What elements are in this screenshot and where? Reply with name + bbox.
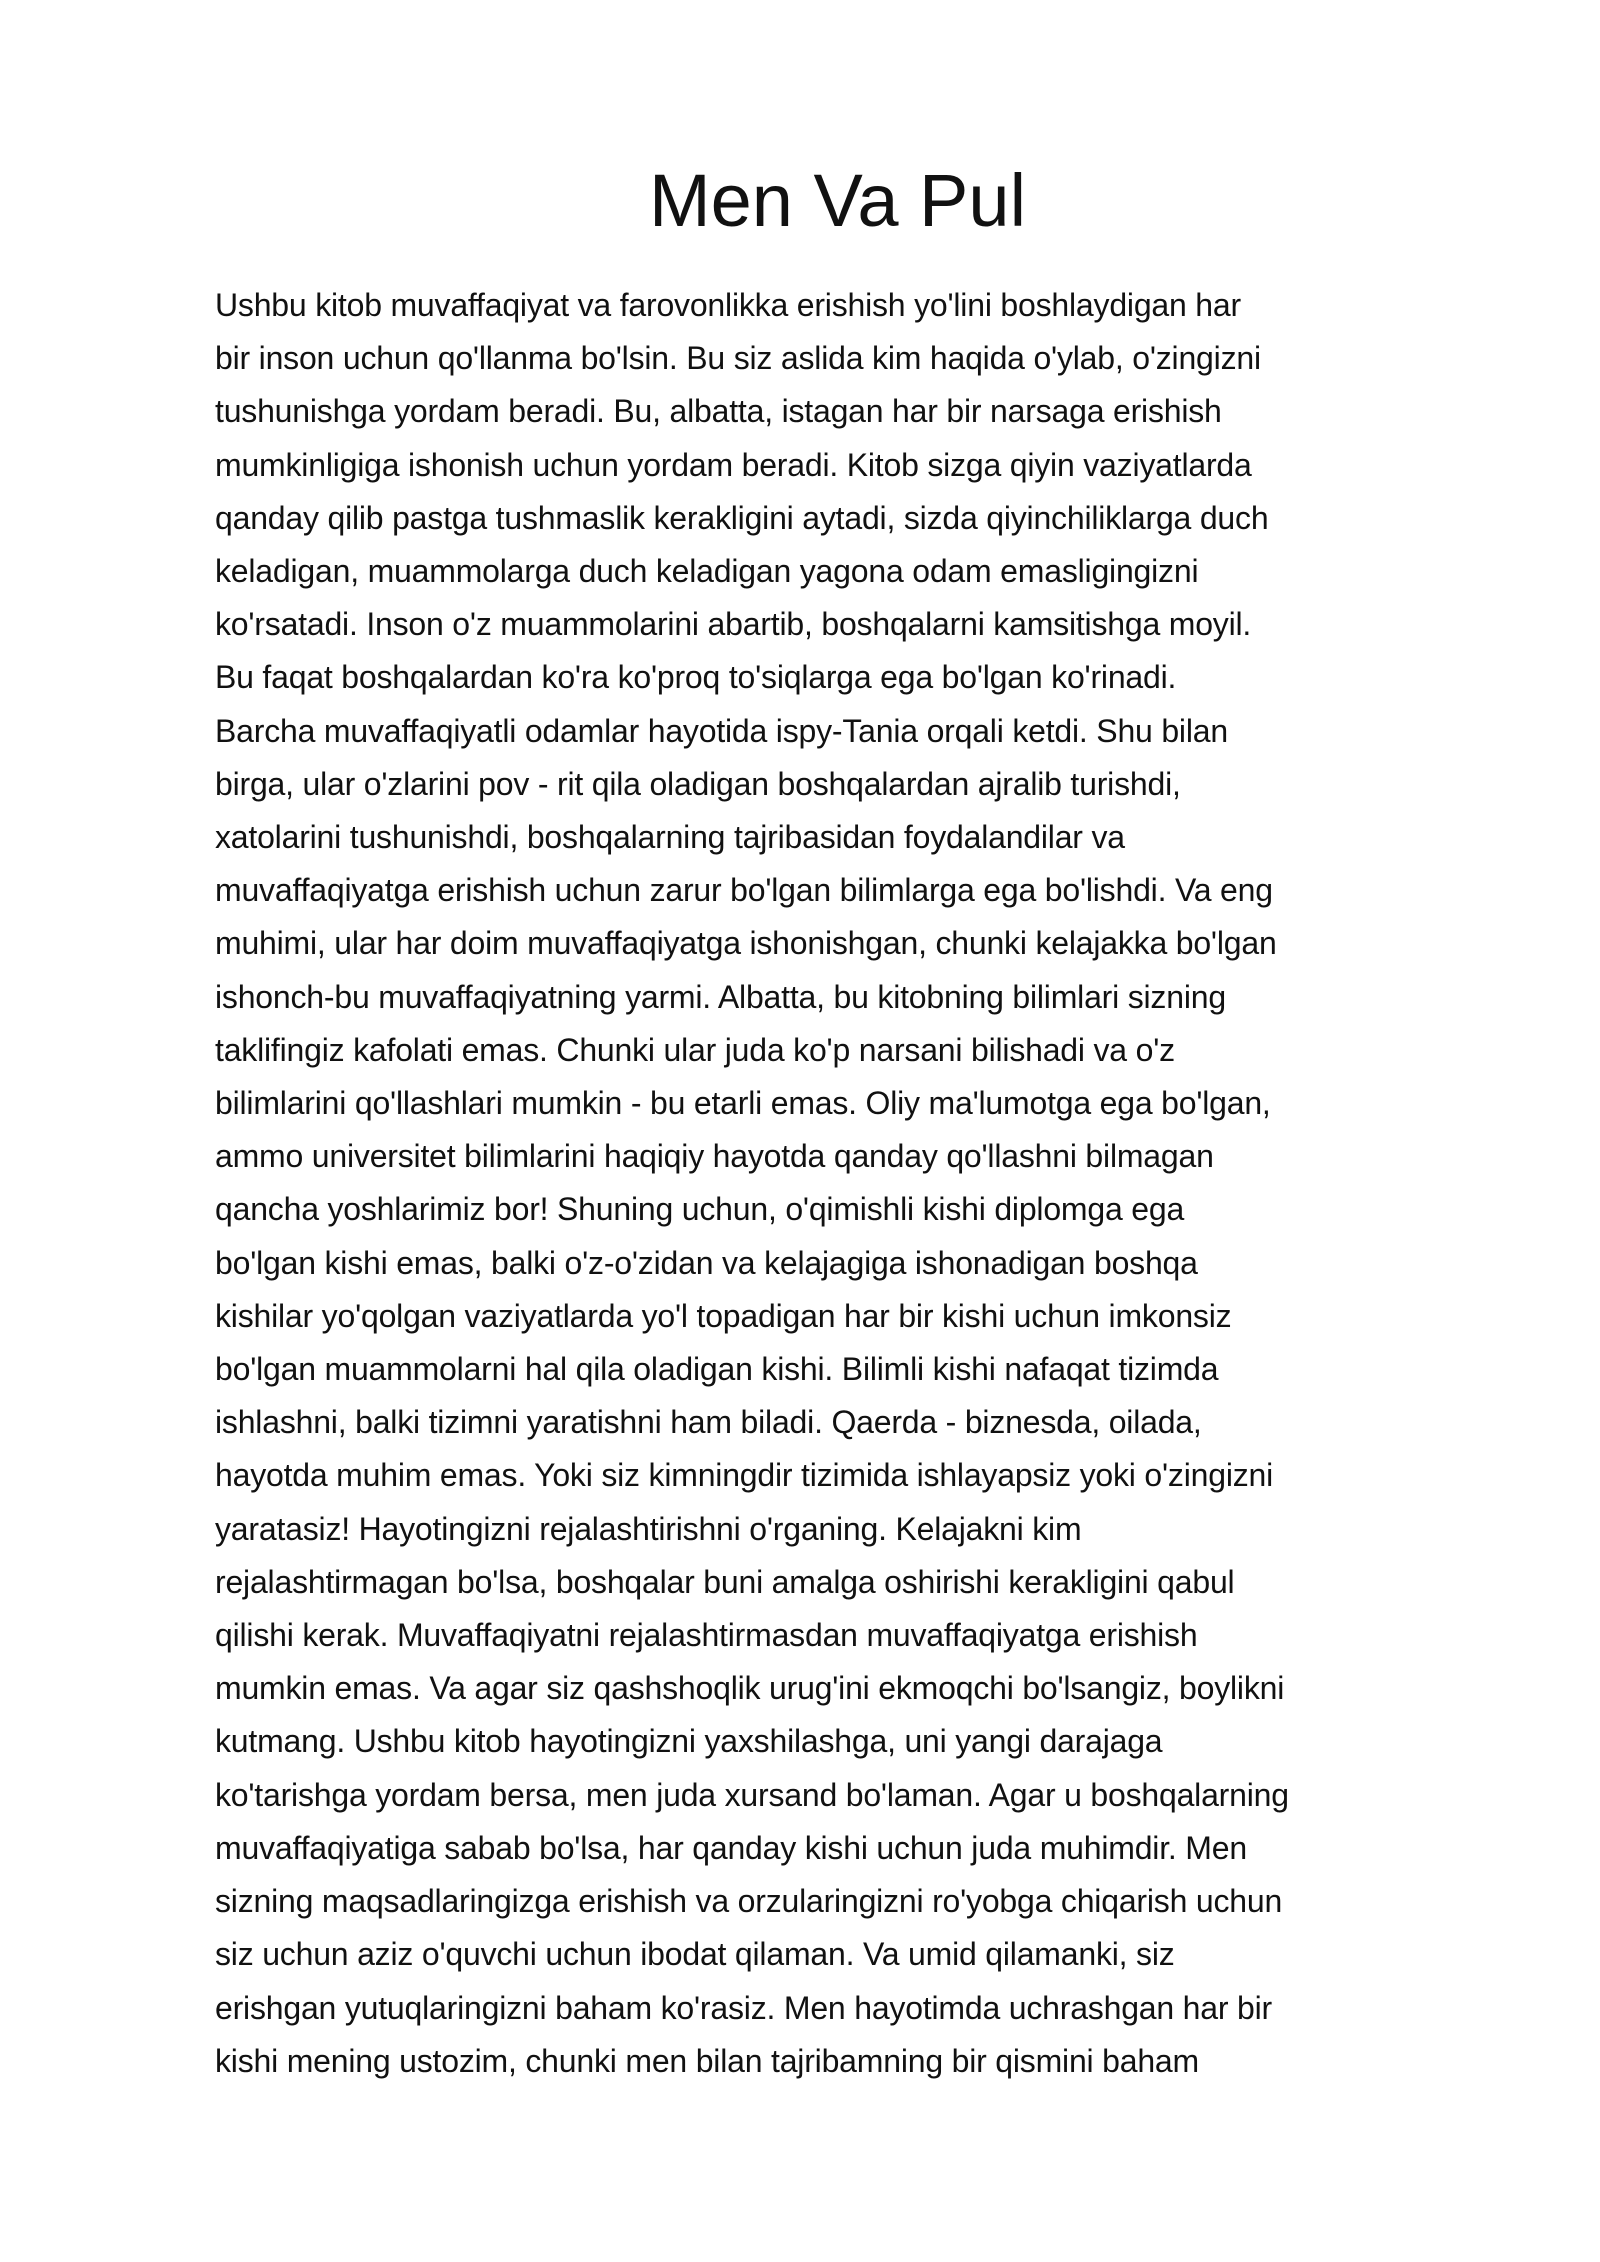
paragraph-line: Ushbu kitob muvaffaqiyat va farovonlikka erishish yo'lini boshlaydigan har: [215, 287, 1241, 323]
paragraph-line: rejalashtirmagan bo'lsa, boshqalar buni amalga oshirishi kerakligini qabul: [215, 1563, 1235, 1600]
paragraph-line: qancha yoshlarimiz bor! Shuning uchun, o'qimishli kishi diplomga ega: [215, 1191, 1185, 1228]
paragraph-line: muvaffaqiyatiga sabab bo'lsa, har qanday kishi uchun juda muhimdir. Men: [215, 1829, 1247, 1866]
paragraph-line: kishi mening ustozim, chunki men bilan tajribamning bir qismini baham: [215, 2042, 1199, 2079]
document-title: Men Va Pul: [648, 159, 1027, 242]
paragraph-line: tushunishga yordam beradi. Bu, albatta, istagan har bir narsaga erishish: [215, 393, 1222, 430]
paragraph-line: bilimlarini qo'llashlari mumkin - bu etarli emas. Oliy ma'lumotga ega bo'lgan,: [215, 1085, 1271, 1122]
paragraph-line: bir inson uchun qo'llanma bo'lsin. Bu siz aslida kim haqida o'ylab, o'zingizni: [215, 340, 1261, 377]
paragraph-line: ko'tarishga yordam bersa, men juda xursand bo'laman. Agar u boshqalarning: [215, 1776, 1289, 1813]
paragraph-line: ishonch-bu muvaffaqiyatning yarmi. Albatta, bu kitobning bilimlari sizning: [215, 978, 1226, 1015]
paragraph-line: qilishi kerak. Muvaffaqiyatni rejalashtirmasdan muvaffaqiyatga erishish: [215, 1617, 1198, 1654]
paragraph-line: bo'lgan kishi emas, balki o'z-o'zidan va kelajagiga ishonadigan boshqa: [215, 1244, 1198, 1281]
paragraph-line: sizning maqsadlaringizga erishish va orzularingizni ro'yobga chiqarish uchun: [215, 1883, 1283, 1920]
paragraph-line: mumkin emas. Va agar siz qashshoqlik urug'ini ekmoqchi bo'lsangiz, boylikni: [215, 1670, 1285, 1707]
paragraph-line: muvaffaqiyatga erishish uchun zarur bo'lgan bilimlarga ega bo'lishdi. Va eng: [215, 872, 1273, 909]
paragraph-line: bo'lgan muammolarni hal qila oladigan kishi. Bilimli kishi nafaqat tizimda: [215, 1351, 1219, 1388]
paragraph-line: mumkinligiga ishonish uchun yordam beradi. Kitob sizga qiyin vaziyatlarda: [215, 446, 1252, 483]
paragraph-line: qanday qilib pastga tushmaslik kerakligini aytadi, sizda qiyinchiliklarga duch: [215, 499, 1269, 536]
paragraph-line: erishgan yutuqlaringizni baham ko'rasiz. Men hayotimda uchrashgan har bir: [215, 1989, 1272, 2026]
paragraph-line: muhimi, ular har doim muvaffaqiyatga ishonishgan, chunki kelajakka bo'lgan: [215, 925, 1277, 962]
paragraph-line: ammo universitet bilimlarini haqiqiy hayotda qanday qo'llashni bilmagan: [215, 1138, 1214, 1175]
paragraph-line: xatolarini tushunishdi, boshqalarning tajribasidan foydalandilar va: [215, 819, 1125, 856]
paragraph-line: keladigan, muammolarga duch keladigan yagona odam emasligingizni: [215, 553, 1199, 590]
paragraph-line: siz uchun aziz o'quvchi uchun ibodat qilaman. Va umid qilamanki, siz: [215, 1936, 1175, 1973]
paragraph-line: ko'rsatadi. Inson o'z muammolarini abartib, boshqalarni kamsitishga moyil.: [215, 606, 1252, 643]
paragraph-line: taklifingiz kafolati emas. Chunki ular juda ko'p narsani bilishadi va o'z: [215, 1031, 1175, 1068]
document-paragraph: [215, 279, 1490, 2088]
paragraph-line: Bu faqat boshqalardan ko'ra ko'proq to'siqlarga ega bo'lgan ko'rinadi.: [215, 659, 1177, 696]
paragraph-line: kishilar yo'qolgan vaziyatlarda yo'l topadigan har bir kishi uchun imkonsiz: [215, 1297, 1232, 1334]
paragraph-line: Barcha muvaffaqiyatli odamlar hayotida ispy-Tania orqali ketdi. Shu bilan: [215, 712, 1228, 749]
paragraph-line: hayotda muhim emas. Yoki siz kimningdir tizimida ishlayapsiz yoki o'zingizni: [215, 1457, 1274, 1494]
paragraph-line: yaratasiz! Hayotingizni rejalashtirishni o'rganing. Kelajakni kim: [215, 1510, 1082, 1547]
paragraph-line: ishlashni, balki tizimni yaratishni ham biladi. Qaerda - biznesda, oilada,: [215, 1404, 1202, 1441]
paragraph-line: kutmang. Ushbu kitob hayotingizni yaxshilashga, uni yangi darajaga: [215, 1723, 1163, 1760]
paragraph-line: birga, ular o'zlarini pov - rit qila oladigan boshqalardan ajralib turishdi,: [215, 765, 1181, 802]
